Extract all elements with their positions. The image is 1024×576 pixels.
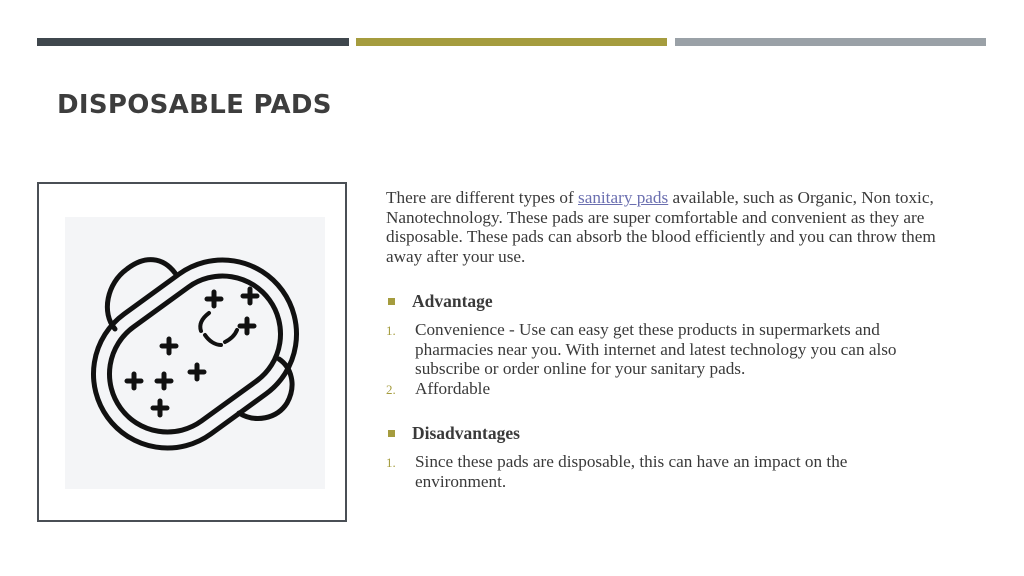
list-number: 2.	[386, 381, 396, 397]
accent-bar-gray	[675, 38, 986, 46]
list-item	[386, 452, 925, 491]
advantage-list	[386, 320, 946, 398]
intro-paragraph	[386, 188, 946, 266]
list-item-text: Affordable	[415, 378, 491, 398]
intro-text-start: There are different types of	[386, 188, 578, 207]
accent-bar-dark	[37, 38, 349, 46]
disadvantage-heading-text: Disadvantages	[412, 423, 520, 444]
list-item	[386, 379, 925, 399]
list-item	[386, 320, 925, 379]
disadvantage-list	[386, 452, 946, 491]
square-bullet-icon	[388, 298, 395, 305]
disadvantage-section	[386, 424, 946, 491]
list-number: 1.	[386, 322, 396, 338]
disadvantage-heading	[386, 424, 946, 444]
pad-dashed-curve	[200, 313, 237, 345]
picture-frame	[37, 182, 347, 522]
advantage-section	[386, 292, 946, 398]
list-number: 1.	[386, 454, 396, 470]
list-item-text: Since these pads are disposable, this can have an impact on the environment.	[415, 451, 848, 491]
sanitary-pad-icon	[65, 217, 325, 489]
advantage-heading	[386, 292, 946, 312]
slide-title: DISPOSABLE PADS	[57, 90, 332, 120]
sanitary-pads-link[interactable]: sanitary pads	[578, 188, 669, 207]
intro-text-end: available, such as Organic, Non toxic, Nanotechnology. These pads are super comfortable and convenient as they are disposable. These pads can absorb the blood efficiently and you can throw them away after your use.	[386, 188, 936, 266]
list-item-text: Convenience - Use can easy get these products in supermarkets and pharmacies near you. With internet and latest technology you can also subscribe or order online for your sanitary pads.	[415, 319, 897, 379]
advantage-heading-text: Advantage	[412, 291, 493, 312]
accent-bar-olive	[356, 38, 667, 46]
square-bullet-icon	[388, 430, 395, 437]
picture-background	[65, 217, 325, 489]
pad-body	[65, 231, 325, 478]
content-area	[386, 188, 946, 491]
